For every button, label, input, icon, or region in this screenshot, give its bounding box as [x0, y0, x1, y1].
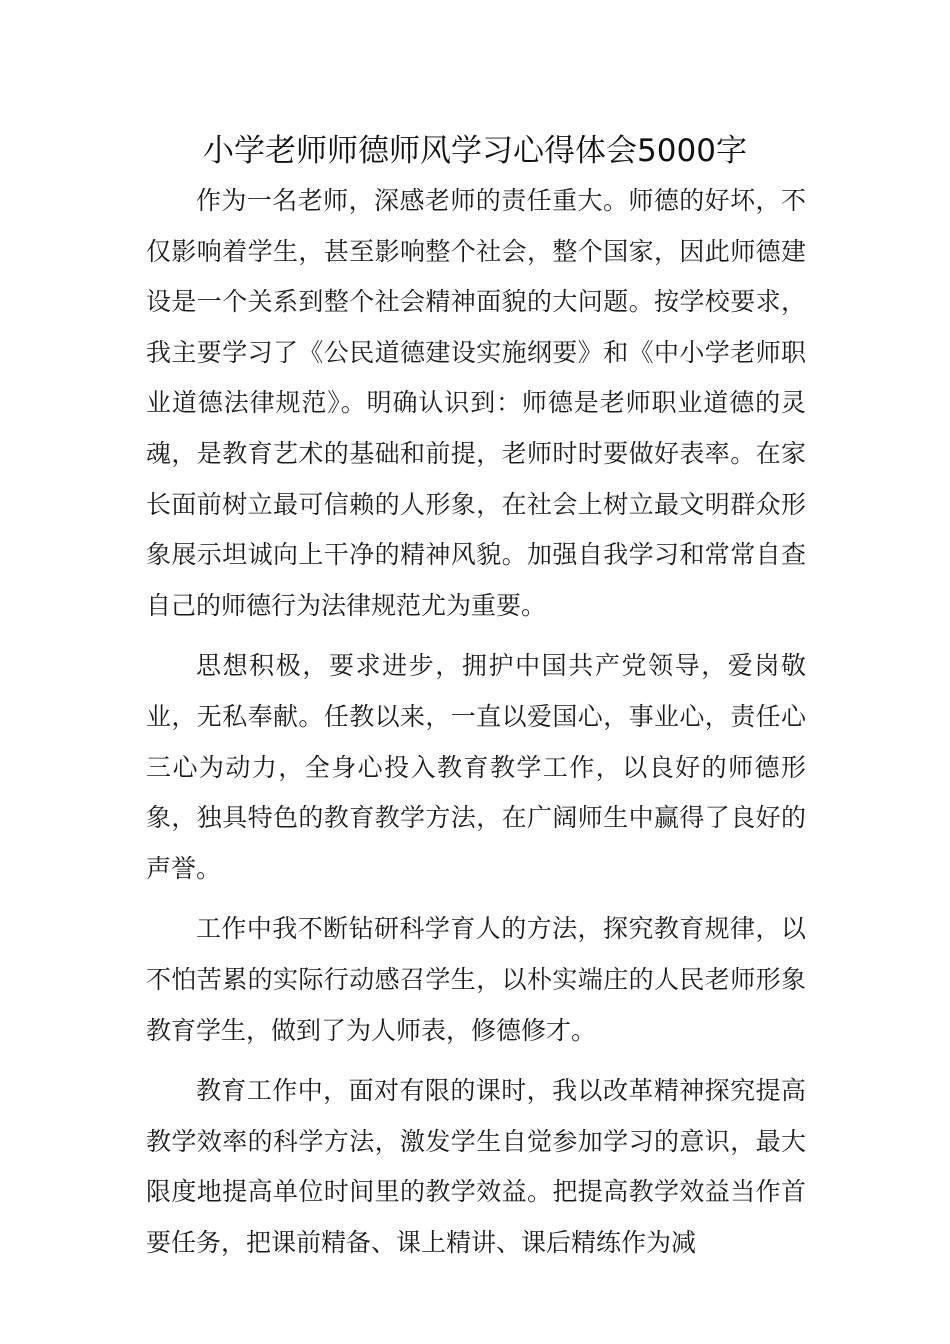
paragraph-4: 教育工作中，面对有限的课时，我以改革精神探究提高教学效率的科学方法，激发学生自觉参加学习的意识，最大限度地提高单位时间里的教学效益。把提高教学效益当作首要任务，把课前精备、课上精讲、课后精练作为减	[146, 1076, 806, 1257]
paragraph-2: 思想积极，要求进步，拥护中国共产党领导，爱岗敬业，无私奉献。任教以来，一直以爱国心，事业心，责任心三心为动力，全身心投入教育教学工作，以良好的师德形象，独具特色的教育教学方法，在广阔师生中赢得了良好的声誉。	[146, 651, 806, 883]
document-body	[146, 176, 806, 1278]
paragraph-1: 作为一名老师，深感老师的责任重大。师德的好坏，不仅影响着学生，甚至影响整个社会，整个国家，因此师德建设是一个关系到整个社会精神面貌的大问题。按学校要求，我主要学习了《公民道德建设实施纲要》和《中小学老师职业道德法律规范》。明确认识到：师德是老师职业道德的灵魂，是教育艺术的基础和前提，老师时时要做好表率。在家长面前树立最可信赖的人形象，在社会上树立最文明群众形象展示坦诚向上干净的精神风貌。加强自我学习和常常自查自己的师德行为法律规范尤为重要。	[146, 186, 806, 620]
paragraph-3: 工作中我不断钻研科学育人的方法，探究教育规律，以不怕苦累的实际行动感召学生，以朴实端庄的人民老师形象教育学生，做到了为人师表，修德修才。	[146, 914, 806, 1045]
document-title: 小学老师师德师风学习心得体会5000字	[203, 133, 747, 169]
